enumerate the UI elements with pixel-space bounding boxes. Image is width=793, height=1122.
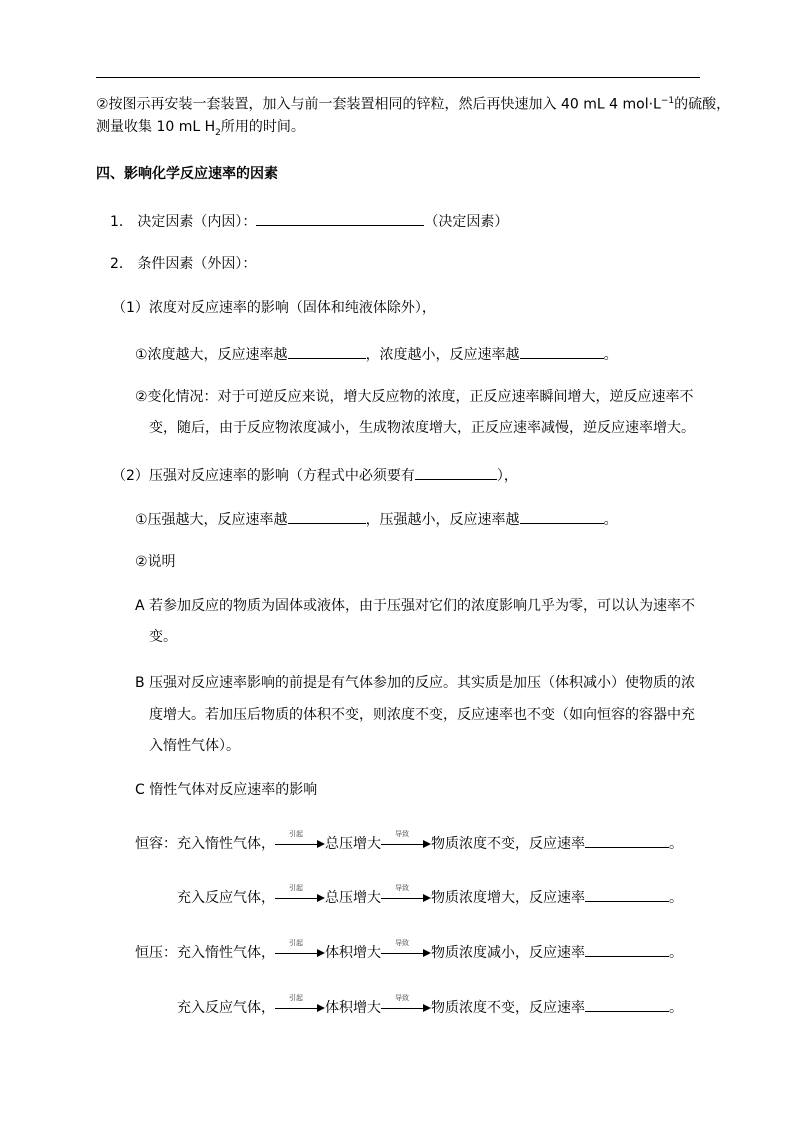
pressure-b-line3: 入惰性气体）。 <box>149 738 240 754</box>
answer-blank[interactable] <box>585 887 669 902</box>
answer-blank[interactable] <box>585 942 669 957</box>
concentration-p1 <box>135 344 618 364</box>
header-rule <box>96 77 700 78</box>
pressure-title-a: （2）压强对反应速率的影响（方程式中必须要有 <box>112 468 415 484</box>
row-text-a: 充入惰性气体， <box>177 945 275 961</box>
conc-p1-end: 。 <box>603 347 618 363</box>
concentration-p2-line2: 变，随后，由于反应物浓度减小，生成物浓度增大，正反应速率减慢，逆反应速率增大。 <box>149 420 695 436</box>
press-p1-end: 。 <box>603 512 618 528</box>
result-arrow-icon <box>381 884 431 905</box>
intro2-text-a: 测量收集 10 mL H <box>96 119 216 135</box>
pressure-title-b: ）， <box>496 468 518 484</box>
row-text-c: 物质浓度增大，反应速率 <box>431 890 585 906</box>
pressure-p1 <box>135 509 618 529</box>
intro-line-2 <box>96 118 305 142</box>
answer-blank[interactable] <box>585 997 669 1012</box>
intro-sup: −1 <box>660 96 675 106</box>
arrow-label: 引起 <box>289 994 303 1002</box>
answer-blank[interactable] <box>415 465 497 480</box>
row-text-a: 充入反应气体， <box>177 1000 275 1016</box>
concentration-p2-line1: ②变化情况：对于可逆反应来说，增大反应物的浓度，正反应速率瞬间增大，逆反应速率不 <box>135 389 694 405</box>
pressure-title <box>112 465 518 485</box>
cause-arrow-icon <box>275 994 325 1015</box>
arrow-label: 引起 <box>289 830 303 838</box>
row-text-c: 物质浓度不变，反应速率 <box>431 1000 585 1016</box>
answer-blank[interactable] <box>520 344 604 359</box>
pressure-b-line2: 度增大。若加压后物质的体积不变，则浓度不变，反应速率也不变（如向恒容的容器中充 <box>149 707 695 723</box>
item-1 <box>110 211 508 231</box>
intro-text-a: ②按图示再安装一套装置，加入与前一套装置相同的锌粒，然后再快速加入 40 mL 4 mol·L <box>96 96 661 113</box>
answer-blank[interactable] <box>288 344 366 359</box>
arrow-label: 导致 <box>395 830 409 838</box>
item-1-suffix: （决定因素） <box>424 214 509 230</box>
pressure-a-line1: A 若参加反应的物质为固体或液体，由于压强对它们的浓度影响几乎为零，可以认为速率不 <box>135 598 696 614</box>
arrow-label: 导致 <box>395 884 409 892</box>
result-arrow-icon <box>381 994 431 1015</box>
press-p1-b: ，压强越小，反应速率越 <box>365 512 520 528</box>
result-arrow-icon <box>381 939 431 960</box>
row-text-a: 充入反应气体， <box>177 890 275 906</box>
constant-pressure-label: 恒压： <box>135 945 177 961</box>
row-text-a: 充入惰性气体， <box>177 836 275 852</box>
item-1-number: 1． <box>110 214 133 230</box>
row-text-b: 总压增大 <box>325 890 381 906</box>
row-end: 。 <box>669 836 683 852</box>
cause-arrow-icon <box>275 884 325 905</box>
row-end: 。 <box>669 945 683 961</box>
pressure-c-line: C 惰性气体对反应速率的影响 <box>135 782 318 798</box>
cause-arrow-icon <box>275 830 325 851</box>
intro-line-1 <box>96 92 730 114</box>
arrow-label: 导致 <box>395 994 409 1002</box>
pressure-a-line2: 变。 <box>149 629 177 645</box>
constant-volume-row-1 <box>135 830 683 853</box>
pressure-b-line1: B 压强对反应速率影响的前提是有气体参加的反应。其实质是加压（体积减小）使物质的浓 <box>135 675 696 691</box>
answer-blank[interactable] <box>585 833 669 848</box>
constant-pressure-row-2 <box>177 994 683 1017</box>
pressure-p2: ②说明 <box>135 554 176 570</box>
intro2-text-b: 所用的时间。 <box>220 119 305 135</box>
arrow-label: 导致 <box>395 939 409 947</box>
constant-pressure-row-1 <box>135 939 683 962</box>
result-arrow-icon <box>381 830 431 851</box>
arrow-label: 引起 <box>289 939 303 947</box>
cause-arrow-icon <box>275 939 325 960</box>
intro-text-b: 的硫酸， <box>674 96 731 113</box>
row-text-b: 体积增大 <box>325 1000 381 1016</box>
conc-p1-b: ，浓度越小，反应速率越 <box>365 347 520 363</box>
section-heading: 四、影响化学反应速率的因素 <box>96 166 278 182</box>
answer-blank[interactable] <box>256 211 424 226</box>
row-text-c: 物质浓度不变，反应速率 <box>431 836 585 852</box>
concentration-title: （1）浓度对反应速率的影响（固体和纯液体除外）， <box>112 300 436 316</box>
conc-p1-a: ①浓度越大，反应速率越 <box>135 347 288 363</box>
constant-volume-row-2 <box>177 884 683 907</box>
answer-blank[interactable] <box>288 509 366 524</box>
arrow-label: 引起 <box>289 884 303 892</box>
row-text-b: 总压增大 <box>325 836 381 852</box>
item-2-text: 条件因素（外因）： <box>137 256 257 272</box>
intro2-sub: 2 <box>215 127 221 138</box>
item-1-text: 决定因素（内因）： <box>137 214 257 230</box>
row-end: 。 <box>669 890 683 906</box>
press-p1-a: ①压强越大，反应速率越 <box>135 512 288 528</box>
row-text-b: 体积增大 <box>325 945 381 961</box>
constant-volume-label: 恒容： <box>135 836 177 852</box>
row-end: 。 <box>669 1000 683 1016</box>
item-2-number: 2． <box>110 256 133 272</box>
item-2 <box>110 255 256 273</box>
answer-blank[interactable] <box>520 509 604 524</box>
row-text-c: 物质浓度减小，反应速率 <box>431 945 585 961</box>
